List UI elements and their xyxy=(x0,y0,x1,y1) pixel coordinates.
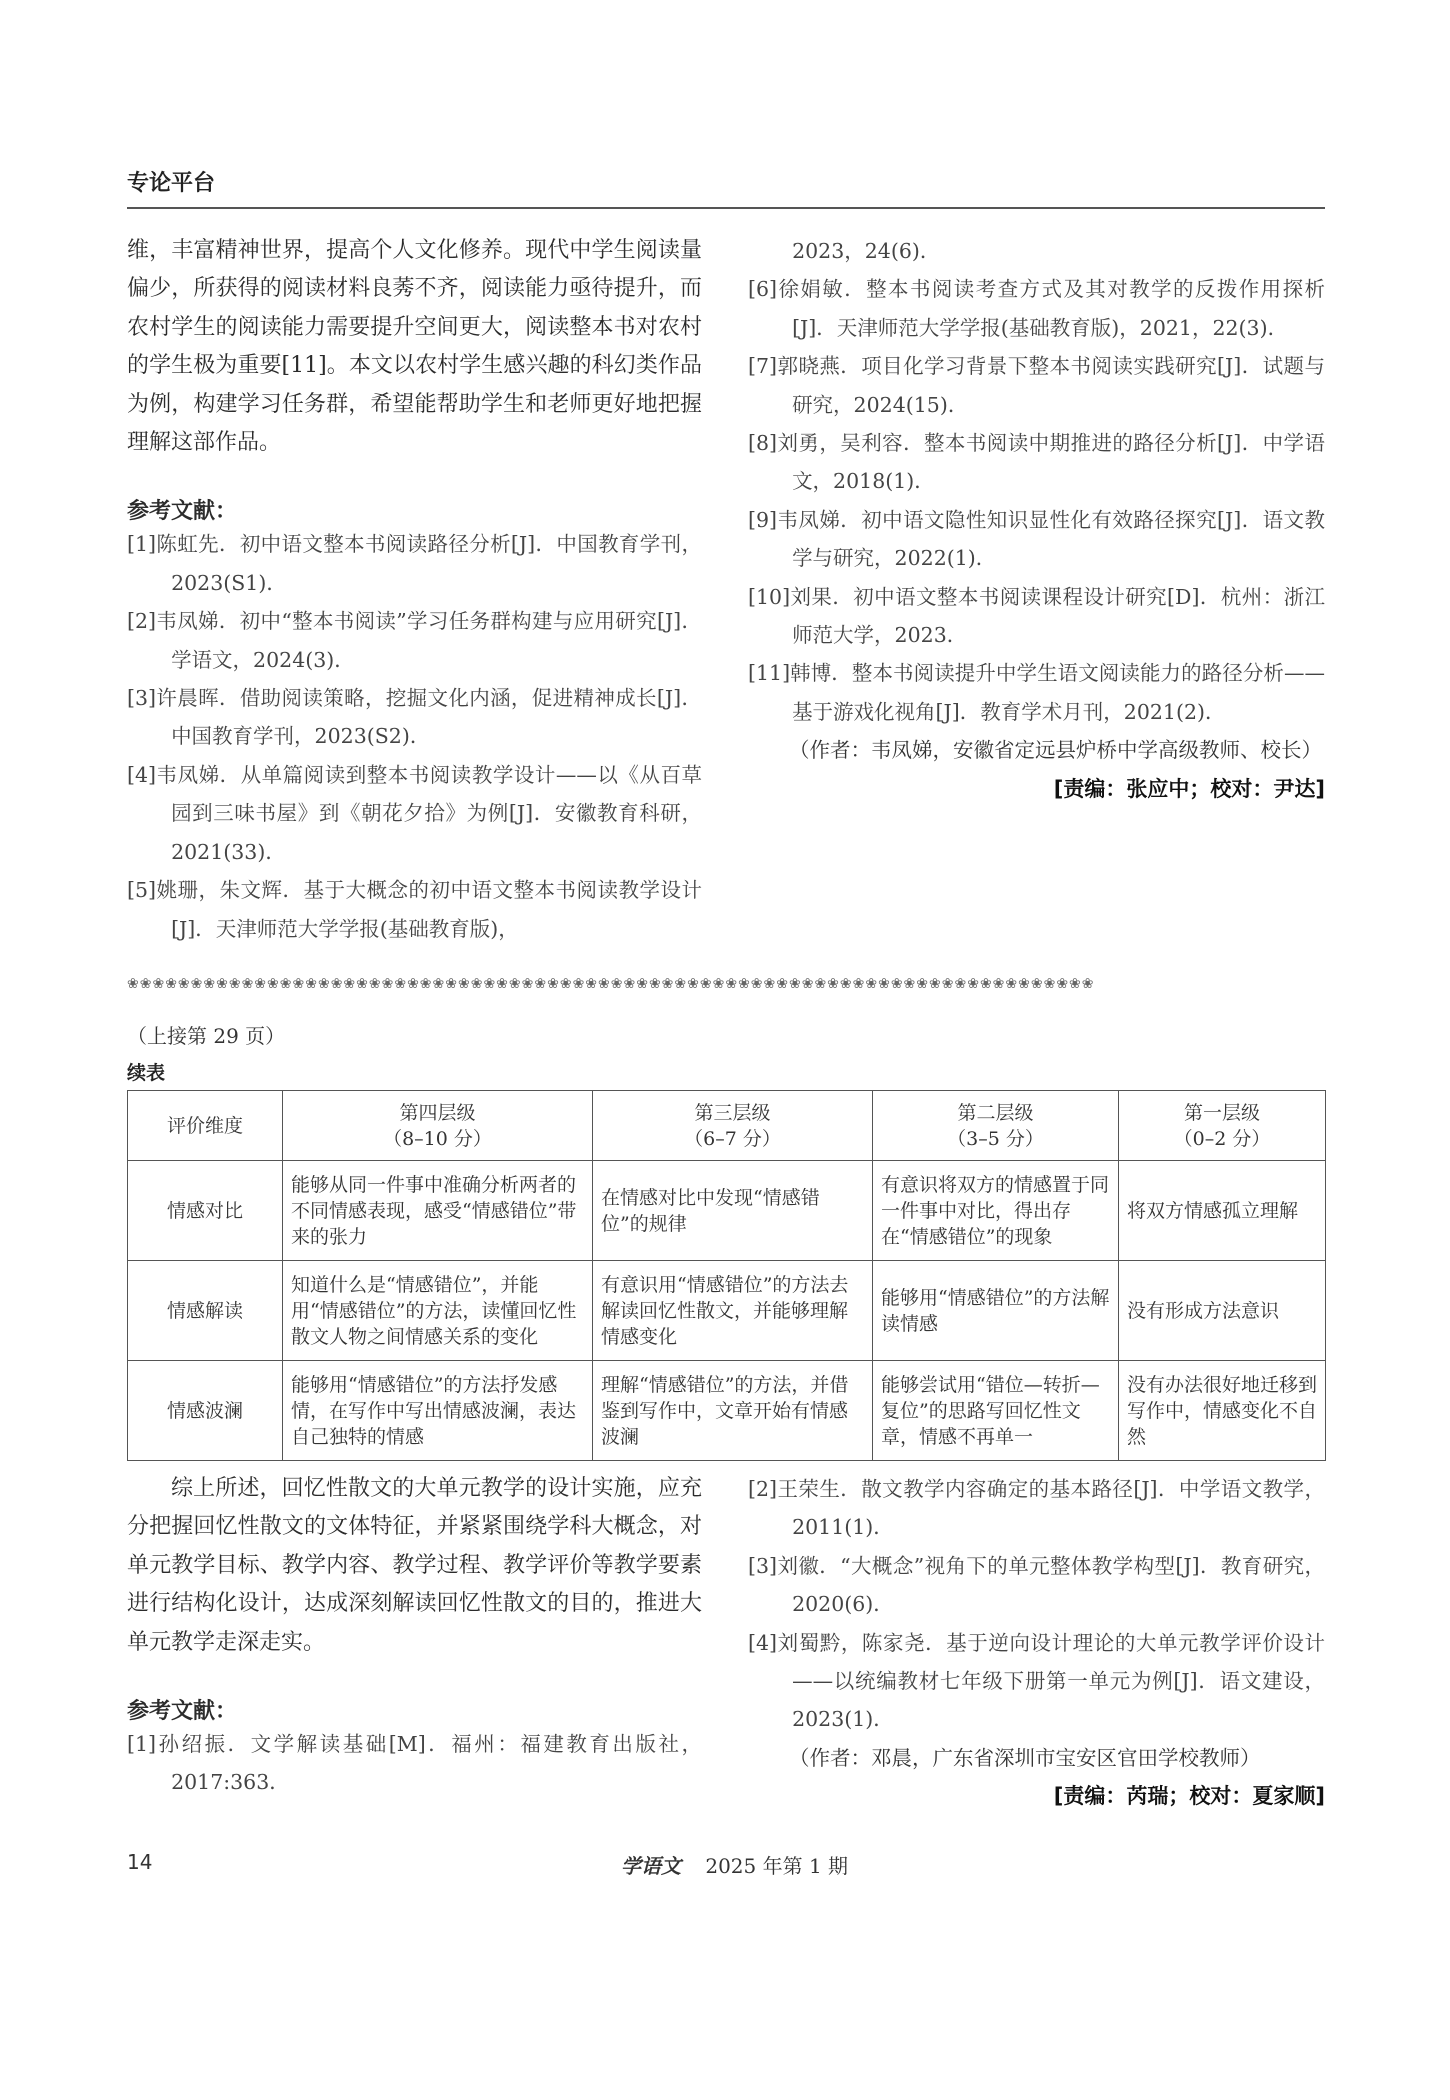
journal-issue: 2025 年第 1 期 xyxy=(705,1854,849,1878)
body-paragraph: 维，丰富精神世界，提高个人文化修养。现代中学生阅读量偏少，所获得的阅读材料良莠不齐，阅读能力亟待提升，而农村学生的阅读能力需要提升空间更大，阅读整本书对农村的学生极为重要[11]。本文以农村学生感兴趣的科幻类作品为例，构建学习任务群，希望能帮助学生和老师更好地把握理解这部作品。 xyxy=(127,238,702,456)
table-cell: 在情感对比中发现“情感错位”的规律 xyxy=(593,1161,873,1261)
reference-item: [2]韦凤娣．初中“整本书阅读”学习任务群构建与应用研究[J]．学语文，2024(3)． xyxy=(127,609,702,672)
evaluation-table xyxy=(127,1090,1326,1461)
table-dimension-cell: 情感波澜 xyxy=(128,1361,283,1461)
table-dimension-cell: 情感对比 xyxy=(128,1161,283,1261)
reference-item: [5]姚珊，朱文辉．基于大概念的初中语文整本书阅读教学设计[J]．天津师范大学学报(基础教育版)， xyxy=(127,878,702,941)
table-cell: 能够尝试用“错位—转折—复位”的思路写回忆性文章，情感不再单一 xyxy=(873,1361,1119,1461)
continued-from-note: （上接第 29 页） xyxy=(127,1024,286,1048)
table-cell: 有意识用“情感错位”的方法去解读回忆性散文，并能够理解情感变化 xyxy=(593,1261,873,1361)
reference-item: [3]刘徽．“大概念”视角下的单元整体教学构型[J]．教育研究，2020(6)． xyxy=(748,1553,1325,1617)
bottom-left-column xyxy=(127,1470,702,1802)
references-heading: 参考文献： xyxy=(127,1699,238,1725)
table-cell: 没有形成方法意识 xyxy=(1119,1261,1326,1361)
body-paragraph: 综上所述，回忆性散文的大单元教学的设计实施，应充分把握回忆性散文的文体特征，并紧紧围绕学科大概念，对单元教学目标、教学内容、教学过程、教学评价等教学要素进行结构化设计，达成深刻解读回忆性散文的目的，推进大单元教学走深走实。 xyxy=(127,1476,702,1655)
reference-item: [2]王荣生．散文教学内容确定的基本路径[J]．中学语文教学，2011(1)． xyxy=(748,1477,1325,1540)
journal-name: 学语文 xyxy=(621,1854,681,1878)
table-header-cell: 第四层级 （8–10 分） xyxy=(283,1091,593,1161)
editor-note: [责编：张应中；校对：尹达] xyxy=(1053,776,1325,801)
table-cell: 能够用“情感错位”的方法解读情感 xyxy=(873,1261,1119,1361)
reference-item: [10]刘果．初中语文整本书阅读课程设计研究[D]．杭州：浙江师范大学，2023． xyxy=(748,584,1325,648)
table-cell: 将双方情感孤立理解 xyxy=(1119,1161,1326,1261)
editor-note: [责编：芮瑞；校对：夏家顺] xyxy=(1053,1784,1325,1809)
table-header-cell: 第一层级 （0–2 分） xyxy=(1119,1091,1326,1161)
table-row xyxy=(128,1361,1326,1461)
table-cell: 能够用“情感错位”的方法抒发感情，在写作中写出情感波澜，表达自己独特的情感 xyxy=(283,1361,593,1461)
table-cell: 理解“情感错位”的方法，并借鉴到写作中，文章开始有情感波澜 xyxy=(593,1361,873,1461)
journal-footer xyxy=(621,1850,848,1879)
reference-item: [3]许晨晖．借助阅读策略，挖掘文化内涵，促进精神成长[J]．中国教育学刊，2023(S2)． xyxy=(127,686,702,749)
ornamental-divider: ❀❀❀❀❀❀❀❀❀❀❀❀❀❀❀❀❀❀❀❀❀❀❀❀❀❀❀❀❀❀❀❀❀❀❀❀❀❀❀❀❀❀❀❀❀❀❀❀❀❀❀❀❀❀❀❀❀❀❀❀❀❀❀❀❀❀❀❀❀❀❀❀❀❀❀❀ xyxy=(127,976,1095,992)
reference-item: [7]郭晓燕．项目化学习背景下整本书阅读实践研究[J]．试题与研究，2024(15)． xyxy=(748,354,1325,417)
table-cell: 知道什么是“情感错位”，并能用“情感错位”的方法，读懂回忆性散文人物之间情感关系的变化 xyxy=(283,1261,593,1361)
reference-item: [9]韦凤娣．初中语文隐性知识显性化有效路径探究[J]．语文教学与研究，2022(1)． xyxy=(748,507,1325,571)
table-row xyxy=(128,1261,1326,1361)
page-number: 14 xyxy=(127,1850,153,1874)
table-cell: 没有办法很好地迁移到写作中，情感变化不自然 xyxy=(1119,1361,1326,1461)
author-note: （作者：邓晨，广东省深圳市宝安区官田学校教师） xyxy=(789,1745,1261,1770)
bottom-right-column xyxy=(748,1470,1325,1815)
table-header-cell: 第三层级 （6–7 分） xyxy=(593,1091,873,1161)
references-heading: 参考文献： xyxy=(127,499,238,525)
reference-item: [8]刘勇，吴利容．整本书阅读中期推进的路径分析[J]．中学语文，2018(1)． xyxy=(748,431,1325,494)
reference-item: [11]韩博．整本书阅读提升中学生语文阅读能力的路径分析——基于游戏化视角[J]．教育学术月刊，2021(2)． xyxy=(748,661,1325,724)
table-header-cell: 第二层级 （3–5 分） xyxy=(873,1091,1119,1161)
table-dimension-cell: 情感解读 xyxy=(128,1261,283,1361)
table-header-cell: 评价维度 xyxy=(128,1091,283,1161)
table-cell: 有意识将双方的情感置于同一件事中对比，得出存在“情感错位”的现象 xyxy=(873,1161,1119,1261)
reference-item: [4]韦凤娣．从单篇阅读到整本书阅读教学设计——以《从百草园到三味书屋》到《朝花夕拾》为例[J]．安徽教育科研，2021(33)． xyxy=(127,762,702,864)
author-note: （作者：韦凤娣，安徽省定远县炉桥中学高级教师、校长） xyxy=(789,738,1322,763)
section-label: 专论平台 xyxy=(127,171,216,196)
reference-continuation: 2023，24(6)． xyxy=(792,239,941,263)
table-header-row xyxy=(128,1091,1326,1161)
table-caption: 续表 xyxy=(127,1062,166,1084)
reference-item: [4]刘蜀黔，陈家尧．基于逆向设计理论的大单元教学评价设计——以统编教材七年级下册第一单元为例[J]．语文建设，2023(1)． xyxy=(748,1630,1325,1732)
reference-item: [1]孙绍振．文学解读基础[M]．福州：福建教育出版社，2017:363． xyxy=(127,1732,702,1795)
top-left-column xyxy=(127,232,702,948)
table-cell: 能够从同一件事中准确分析两者的不同情感表现，感受“情感错位”带来的张力 xyxy=(283,1161,593,1261)
table-row xyxy=(128,1161,1326,1261)
reference-item: [1]陈虹先．初中语文整本书阅读路径分析[J]．中国教育学刊，2023(S1)． xyxy=(127,532,702,595)
top-right-column xyxy=(748,232,1325,808)
reference-item: [6]徐娟敏．整本书阅读考查方式及其对教学的反拨作用探析[J]．天津师范大学学报(基础教育版)，2021，22(3)． xyxy=(748,277,1325,340)
header-rule xyxy=(127,207,1325,209)
